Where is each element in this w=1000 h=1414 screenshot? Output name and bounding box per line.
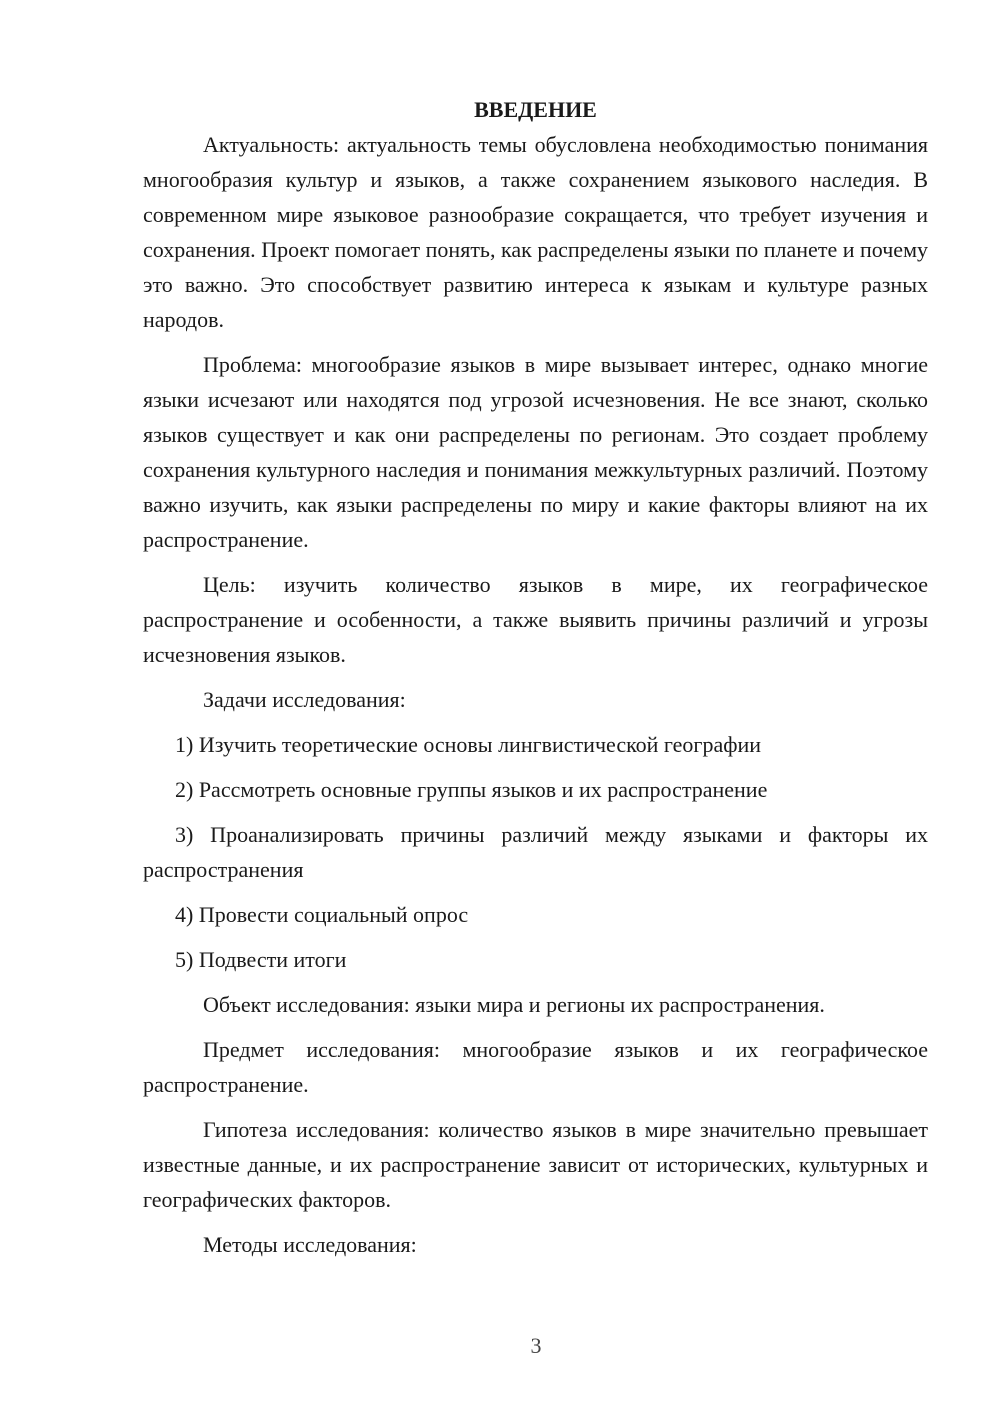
task-item: 3) Проанализировать причины различий между языками и факторы их распространения xyxy=(143,822,928,882)
task-item: 5) Подвести итоги xyxy=(175,947,347,972)
task-item: 4) Провести социальный опрос xyxy=(175,902,469,927)
section-title: ВВЕДЕНИЕ xyxy=(474,97,597,122)
object-paragraph: Объект исследования: языки мира и регионы их распространения. xyxy=(203,992,825,1017)
subject-paragraph: Предмет исследования: многообразие языков и их географическое распространение. xyxy=(143,1037,928,1097)
goal-paragraph: Цель: изучить количество языков в мире, их географическое распространение и особенности, а также выявить причины различий и угрозы исчезновения языков. xyxy=(143,572,928,667)
tasks-heading: Задачи исследования: xyxy=(203,687,406,712)
page-number: 3 xyxy=(530,1333,542,1358)
task-item: 1) Изучить теоретические основы лингвистической географии xyxy=(175,732,762,757)
task-item: 2) Рассмотреть основные группы языков и их распространение xyxy=(175,777,768,802)
problem-paragraph: Проблема: многообразие языков в мире вызывает интерес, однако многие языки исчезают или находятся под угрозой исчезновения. Не все знают, сколько языков существует и как они распределены по регионам. Это создает проблему сохранения культурного наследия и понимания межкультурных различий. Поэтому важно изучить, как языки распределены по миру и какие факторы влияют на их распространение. xyxy=(143,352,928,552)
hypothesis-paragraph: Гипотеза исследования: количество языков в мире значительно превышает известные данные, и их распространение зависит от исторических, культурных и географических факторов. xyxy=(143,1117,928,1212)
methods-heading: Методы исследования: xyxy=(203,1232,417,1257)
relevance-paragraph: Актуальность: актуальность темы обусловлена необходимостью понимания многообразия культур и языков, а также сохранением языкового наследия. В современном мире языковое разнообразие сокращается, что требует изучения и сохранения. Проект помогает понять, как распределены языки по планете и почему это важно. Это способствует развитию интереса к языкам и культуре разных народов. xyxy=(143,132,928,332)
page-content xyxy=(143,92,928,1262)
